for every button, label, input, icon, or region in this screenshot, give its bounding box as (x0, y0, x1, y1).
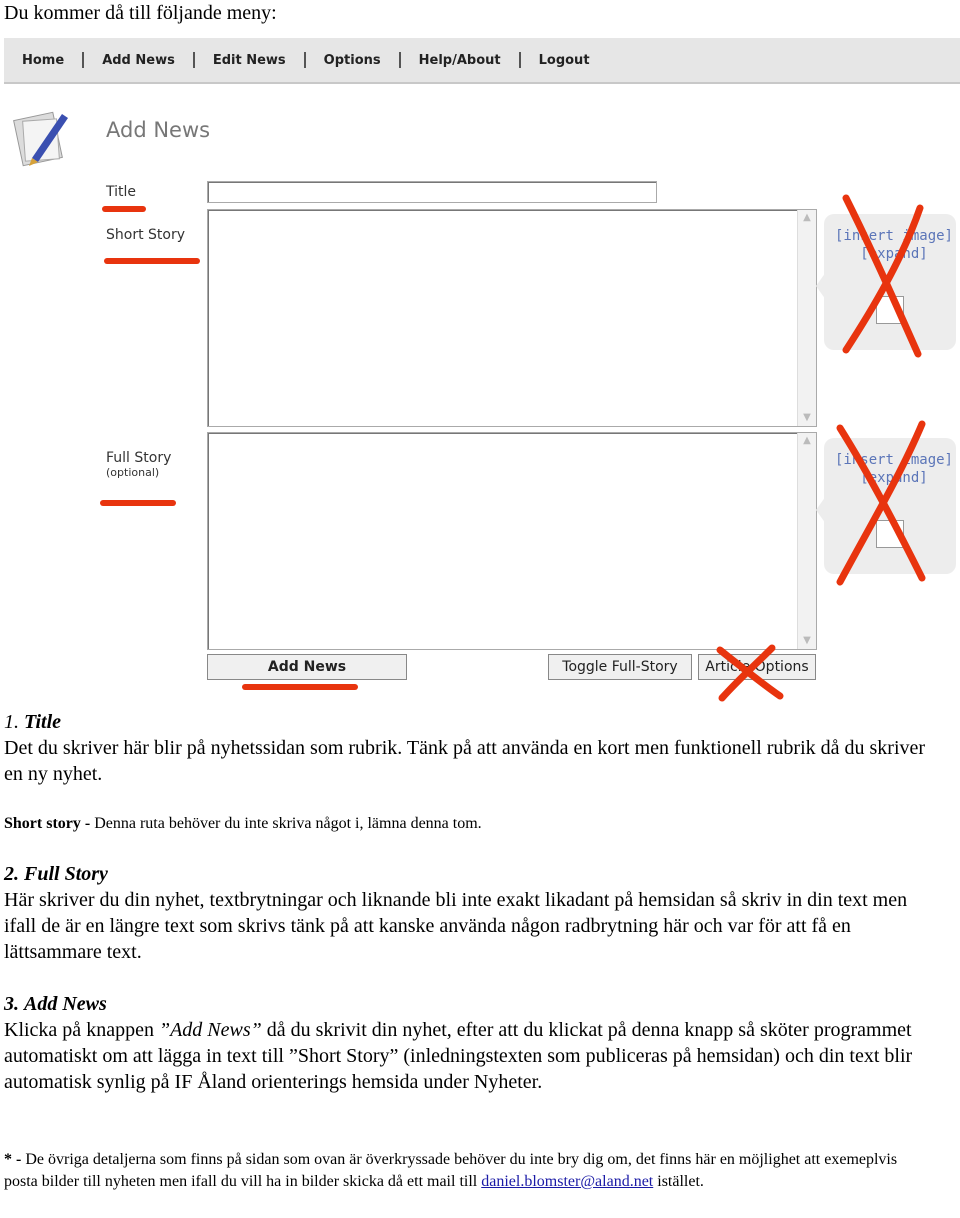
menu-logout[interactable]: Logout (538, 52, 590, 68)
intro-text: Du kommer då till följande meny: (4, 2, 277, 24)
section-full-story (4, 861, 934, 965)
cross-out-mark-icon (710, 642, 786, 702)
section-heading (4, 709, 934, 735)
insert-image-link[interactable]: [insert image] (834, 452, 953, 468)
scrollbar[interactable] (797, 433, 816, 649)
menu-home[interactable]: Home (22, 52, 65, 68)
footnote-text: De övriga detaljerna som finns på sidan som ovan är överkryssade behöver du inte bry dig om, det finns här en möjlighet att exemeplvis posta bilder till nyheten men ifall du vill ha in bilder skicka då ett mail till (4, 1151, 898, 1190)
section-body: Här skriver du din nyhet, textbrytningar och liknande bli inte exakt likadant på hemsidan så skriv in din text men ifall de är en längre text som skrivs tänk på att kanske använda någon radbrytning här och var för att få en lättsammare text. (4, 889, 908, 963)
body-pre: Klicka på knappen (4, 1019, 159, 1041)
section-body (4, 1017, 934, 1095)
section-add-news (4, 991, 934, 1095)
pen-logo-icon (12, 106, 74, 170)
scroll-down-icon[interactable]: ▼ (803, 635, 811, 646)
note-bold: Short story - (4, 815, 91, 832)
menu-edit-news[interactable]: Edit News (212, 52, 286, 68)
menu-help-about[interactable]: Help/About (418, 52, 501, 68)
short-story-textarea[interactable] (207, 209, 817, 427)
short-story-label: Short Story (106, 227, 186, 243)
section-heading (4, 861, 934, 887)
section-number: 2. (4, 863, 19, 885)
section-heading-text: Add News (24, 993, 107, 1015)
section-number: 1. (4, 711, 19, 733)
cross-out-mark-icon (830, 416, 930, 586)
expand-link[interactable]: [expand] (860, 470, 928, 486)
annotation-underline (104, 258, 200, 264)
full-story-textarea[interactable] (207, 432, 817, 650)
cms-screenshot (4, 38, 960, 698)
full-story-label (106, 450, 171, 479)
section-number: 3. (4, 993, 19, 1015)
annotation-underline (100, 500, 176, 506)
menu-add-news[interactable]: Add News (102, 52, 175, 68)
menu-bar (4, 38, 960, 84)
section-heading-text: Title (24, 711, 62, 733)
footnote (4, 1149, 924, 1193)
section-body: Det du skriver här blir på nyhetssidan som rubrik. Tänk på att använda en kort men funktionell rubrik då du skriver en ny nyhet. (4, 737, 926, 785)
expand-link[interactable]: [expand] (860, 246, 928, 262)
title-label: Title (106, 184, 137, 200)
add-news-button[interactable]: Add News (207, 654, 407, 680)
toggle-full-story-button[interactable]: Toggle Full-Story (548, 654, 692, 680)
page-title: Add News (106, 118, 211, 142)
footnote-star: * - (4, 1151, 22, 1168)
body-rest: då du skrivit din nyhet, efter att du klickat på denna knapp så sköter programmet automatiskt om att lägga in text till ”Short Story” (inledningstexten som publiceras på hemsidan) och din text blir automatisk synlig på IF Åland orienterings hemsida under Nyheter. (4, 1019, 913, 1093)
annotation-underline (242, 684, 358, 690)
short-story-note (4, 813, 924, 835)
section-heading-text: Full Story (24, 863, 108, 885)
scroll-up-icon[interactable]: ▲ (803, 212, 811, 223)
section-title (4, 709, 934, 787)
menu-options[interactable]: Options (323, 52, 381, 68)
panel-pointer (816, 496, 826, 524)
panel-pointer (816, 272, 826, 300)
scroll-up-icon[interactable]: ▲ (803, 435, 811, 446)
insert-image-link[interactable]: [insert image] (834, 228, 953, 244)
footnote-after: istället. (653, 1173, 704, 1190)
optional-label: (optional) (106, 466, 160, 479)
annotation-underline (102, 206, 146, 212)
section-heading (4, 991, 934, 1017)
body-quoted: ”Add News” (158, 1019, 262, 1041)
cross-out-mark-icon (832, 190, 932, 360)
scrollbar[interactable] (797, 210, 816, 426)
scroll-down-icon[interactable]: ▼ (803, 412, 811, 423)
title-input[interactable] (207, 181, 657, 203)
article-options-button[interactable]: Article Options (698, 654, 816, 680)
email-link[interactable]: daniel.blomster@aland.net (481, 1173, 654, 1190)
full-story-label-text: Full Story (106, 450, 172, 466)
note-text: Denna ruta behöver du inte skriva något i, lämna denna tom. (90, 815, 482, 832)
